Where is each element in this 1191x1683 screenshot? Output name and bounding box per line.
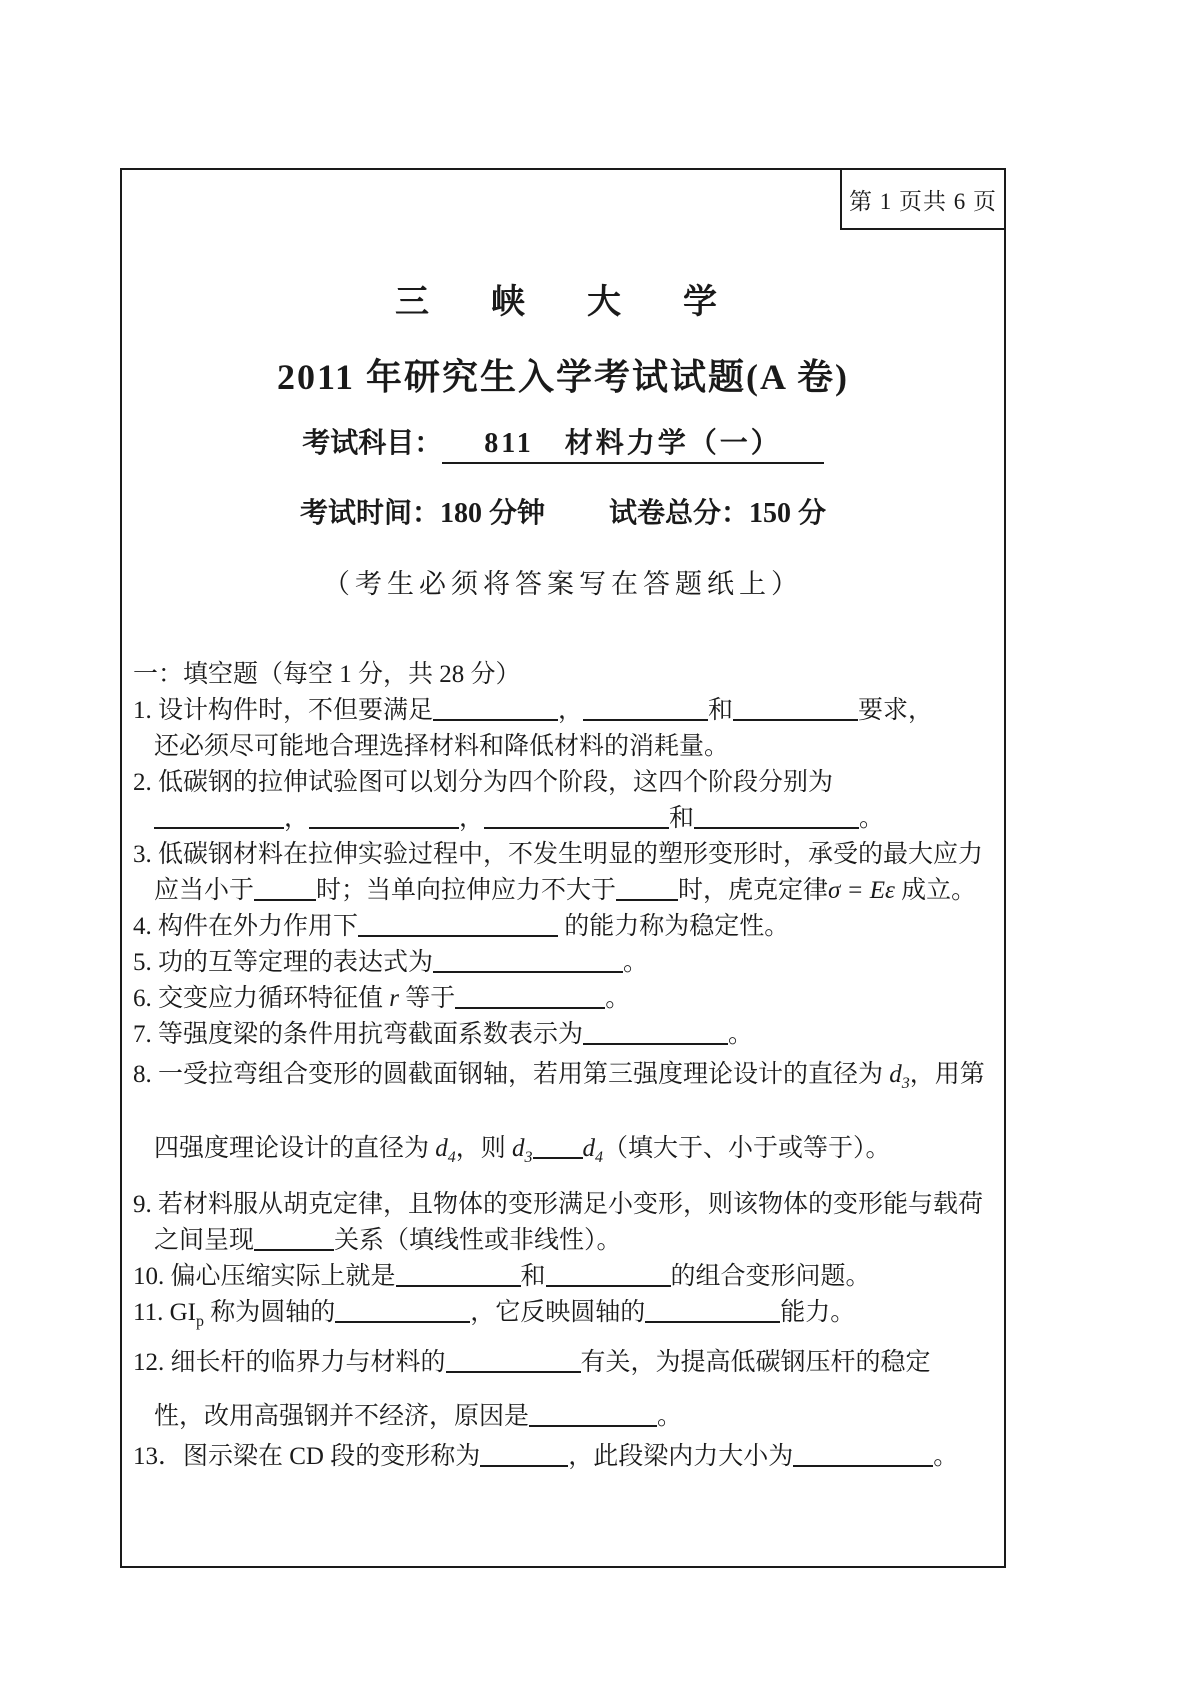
answer-sheet-notice: （考生必须将答案写在答题纸上）	[323, 569, 803, 599]
text-run: 成立。	[894, 877, 977, 904]
exam-duration: 考试时间：180 分钟	[299, 498, 545, 529]
fill-blank	[480, 1442, 568, 1467]
subject-row	[122, 424, 1004, 464]
text-run: ，	[558, 697, 584, 724]
subject-value: 811 材料力学（一）	[442, 428, 823, 464]
fill-blank	[433, 948, 623, 973]
text-run: 7. 等强度梁的条件用抗弯截面系数表示为	[133, 1021, 584, 1048]
subscript: 4	[595, 1149, 604, 1166]
fill-blank	[583, 1020, 728, 1045]
math-expression: r	[389, 985, 399, 1012]
text-run: ，它反映圆轴的	[470, 1299, 646, 1326]
question-line	[133, 801, 1004, 837]
text-run: ，用第	[909, 1061, 985, 1088]
text-run: 12. 细长杆的临界力与材料的	[133, 1349, 446, 1376]
fill-blank	[446, 1348, 581, 1373]
math-var: $d_3$	[889, 1061, 910, 1092]
exam-title: 2011 年研究生入学考试试题(A 卷)	[276, 357, 849, 397]
text-run: 11. GI	[133, 1299, 196, 1326]
text-run: 之间呈现	[154, 1227, 255, 1254]
fill-blank	[309, 804, 459, 829]
fill-blank	[484, 804, 669, 829]
text-run: 要求，	[858, 697, 934, 724]
text-run: 。	[657, 1403, 683, 1430]
exam-paper-page	[120, 168, 1006, 1568]
math-var: $d_3$	[512, 1135, 533, 1166]
math-var: $d_4$	[435, 1135, 456, 1166]
text-run: 9. 若材料服从胡克定律，且物体的变形满足小变形，则该物体的变形能与载荷	[133, 1191, 984, 1218]
text-run: 时；当单向拉伸应力不大于	[316, 877, 617, 904]
text-run: 2. 低碳钢的拉伸试验图可以划分为四个阶段，这四个阶段分别为	[133, 769, 834, 796]
fill-blank	[154, 804, 284, 829]
text-run: 。	[859, 805, 885, 832]
subscript: 3	[901, 1075, 910, 1092]
question-line	[133, 729, 1004, 765]
text-run: 四强度理论设计的直径为	[154, 1135, 436, 1162]
text-run: 的能力称为稳定性。	[558, 913, 790, 940]
subscript: p	[195, 1313, 204, 1330]
fill-blank	[335, 1298, 470, 1323]
text-run: 性，改用高强钢并不经济，原因是	[154, 1403, 530, 1430]
fill-blank	[396, 1262, 521, 1287]
question-line	[133, 1399, 1004, 1435]
question-line	[133, 909, 1004, 945]
text-run: 3. 低碳钢材料在拉伸实验过程中，不发生明显的塑形变形时，承受的最大应力	[133, 841, 984, 868]
fill-blank	[254, 1226, 334, 1251]
question-line	[133, 837, 1004, 873]
question-line	[133, 873, 1004, 909]
page-number-box	[840, 170, 1004, 230]
text-run: 。	[933, 1443, 959, 1470]
text-run: 时，虎克定律	[678, 877, 829, 904]
fill-blank	[546, 1262, 671, 1287]
fill-blank	[533, 1134, 583, 1159]
text-run: 和	[708, 697, 734, 724]
question-line	[133, 1439, 1004, 1475]
text-run: 5. 功的互等定理的表达式为	[133, 949, 434, 976]
text-run: 4. 构件在外力作用下	[133, 913, 359, 940]
text-run: ，	[459, 805, 485, 832]
text-run: 还必须尽可能地合理选择材料和降低材料的消耗量。	[154, 733, 730, 760]
text-run: 8. 一受拉弯组合变形的圆截面钢轴，若用第三强度理论设计的直径为	[133, 1061, 890, 1088]
total-score: 试卷总分：150 分	[609, 498, 827, 529]
fill-blank	[583, 696, 708, 721]
text-run: ，则	[455, 1135, 513, 1162]
text-run: 6. 交变应力循环特征值	[133, 985, 390, 1012]
text-run: 。	[623, 949, 649, 976]
text-run: 关系（填线性或非线性）。	[334, 1227, 622, 1254]
question-line	[133, 1295, 1004, 1331]
question-line	[133, 945, 1004, 981]
text-run: 和	[669, 805, 695, 832]
text-run: （填大于、小于或等于）。	[603, 1135, 891, 1162]
question-line	[133, 1017, 1004, 1053]
time-row	[122, 494, 1004, 534]
text-run: ，此段梁内力大小为	[568, 1443, 794, 1470]
fill-blank	[455, 984, 605, 1009]
text-run: ，	[284, 805, 310, 832]
text-run: 的组合变形问题。	[670, 1263, 871, 1290]
fill-blank	[433, 696, 558, 721]
section-title: 一：填空题（每空 1 分，共 28 分）	[133, 661, 521, 688]
question-line	[133, 981, 1004, 1017]
text-run: 13．图示梁在 CD 段的变形称为	[133, 1443, 481, 1470]
text-run: 应当小于	[154, 877, 255, 904]
question-line	[133, 693, 1004, 729]
question-line	[133, 1345, 1004, 1381]
fill-blank	[694, 804, 859, 829]
fill-in-blank-questions	[122, 693, 1004, 1475]
subject-label: 考试科目：	[302, 428, 443, 459]
fill-blank	[254, 876, 316, 901]
text-run: 能力。	[780, 1299, 856, 1326]
question-line	[133, 1187, 1004, 1223]
subscript: 3	[524, 1149, 533, 1166]
text-run: 。	[605, 985, 631, 1012]
text-run: 和	[520, 1263, 546, 1290]
math-var: $d_4$	[582, 1135, 604, 1166]
question-line	[133, 1057, 1004, 1093]
text-run: 有关，为提高低碳钢压杆的稳定	[580, 1349, 931, 1376]
text-run: 等于	[399, 985, 456, 1012]
fill-blank	[793, 1442, 933, 1467]
question-line	[133, 1131, 1004, 1167]
text-run: 10. 偏心压缩实际上就是	[133, 1263, 396, 1290]
text-run: 称为圆轴的	[203, 1299, 336, 1326]
math-expression: σ = Eε	[828, 877, 895, 904]
page-number-label: 第 1 页共 6 页	[849, 188, 997, 214]
fill-blank	[529, 1402, 657, 1427]
question-line	[133, 1259, 1004, 1295]
question-line	[133, 765, 1004, 801]
fill-blank	[616, 876, 678, 901]
subscript: 4	[447, 1149, 456, 1166]
fill-blank	[733, 696, 858, 721]
text-run: 1. 设计构件时，不但要满足	[133, 697, 434, 724]
fill-blank	[645, 1298, 780, 1323]
question-line	[133, 1223, 1004, 1259]
text-run: 。	[728, 1021, 754, 1048]
fill-blank	[358, 912, 558, 937]
university-title: 三 峡 大 学	[395, 284, 731, 321]
